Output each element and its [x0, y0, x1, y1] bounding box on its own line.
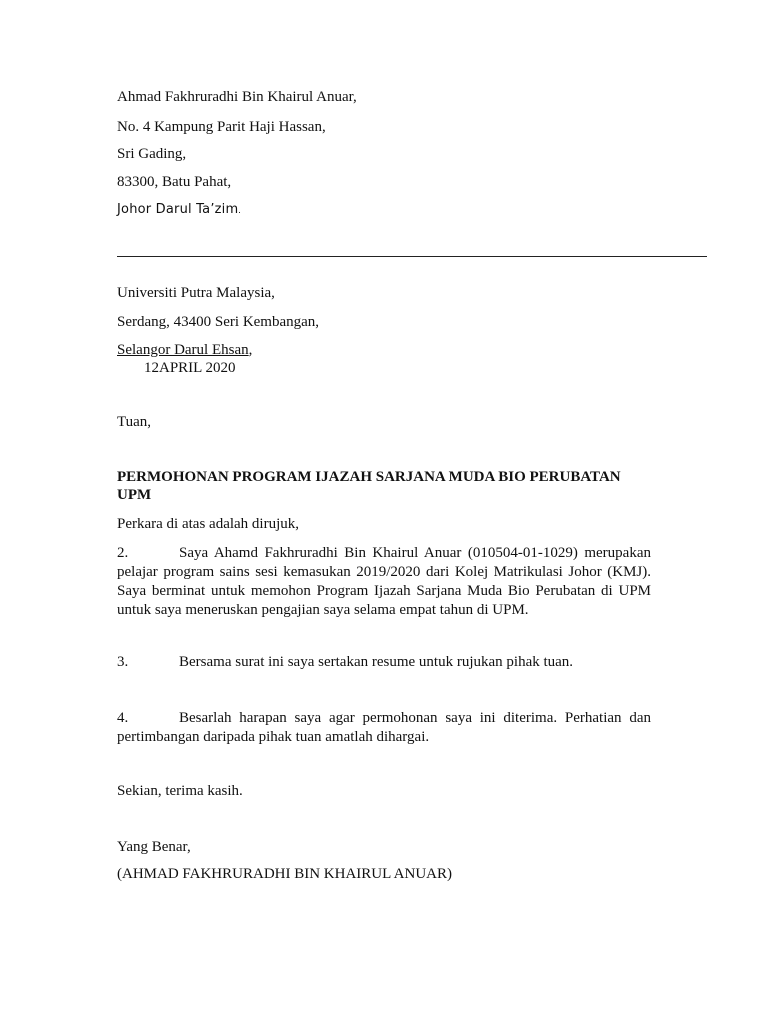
paragraph-4-number: 4. [117, 710, 129, 726]
reference-line: Perkara di atas adalah dirujuk, [117, 516, 300, 532]
paragraph-2-number: 2. [117, 545, 129, 561]
sender-state-period: . [238, 205, 241, 215]
sign-off: Yang Benar, [117, 839, 191, 855]
signature-name: (AHMAD FAKHRURADHI BIN KHAIRUL ANUAR) [117, 866, 452, 882]
paragraph-3 [117, 653, 651, 672]
sender-state-name: Johor Darul Ta’zim [117, 202, 239, 217]
sender-name: Ahmad Fakhruradhi Bin Khairul Anuar, [117, 89, 357, 105]
subject-line-1: PERMOHONAN PROGRAM IJAZAH SARJANA MUDA BIO PERUBATAN [117, 469, 621, 485]
paragraph-4-text: Besarlah harapan saya agar permohonan saya ini diterima. Perhatian dan pertimbangan daripada pihak tuan amatlah dihargai. [117, 710, 651, 745]
sender-address-line-1: No. 4 Kampung Parit Haji Hassan, [117, 119, 326, 135]
sender-state [117, 200, 241, 219]
subject-line-2: UPM [117, 487, 152, 503]
paragraph-3-number: 3. [117, 654, 129, 670]
paragraph-2 [117, 544, 651, 620]
paragraph-3-text: Bersama surat ini saya sertakan resume untuk rujukan pihak tuan. [179, 654, 574, 670]
header-divider [117, 256, 707, 257]
paragraph-4 [117, 709, 651, 747]
recipient-state-comma: , [248, 342, 253, 358]
recipient-name: Universiti Putra Malaysia, [117, 285, 275, 301]
recipient-state [117, 341, 252, 359]
sender-postcode-city: 83300, Batu Pahat, [117, 174, 232, 190]
letter-date: 12APRIL 2020 [144, 360, 236, 376]
recipient-state-name: Selangor Darul Ehsan [117, 342, 249, 358]
paragraph-2-text: Saya Ahamd Fakhruradhi Bin Khairul Anuar (010504-01-1029) merupakan pelajar program sains sesi kemasukan 2019/2020 dari Kolej Matrikulasi Johor (KMJ). Saya berminat untuk memohon Program Ijazah Sarjana Muda Bio Perubatan di UPM untuk saya meneruskan pengajian saya selama empat tahun di UPM. [117, 545, 651, 618]
recipient-address-line-1: Serdang, 43400 Seri Kembangan, [117, 314, 320, 330]
sender-address-line-2: Sri Gading, [117, 146, 187, 162]
closing-line: Sekian, terima kasih. [117, 783, 243, 799]
salutation: Tuan, [117, 414, 152, 430]
